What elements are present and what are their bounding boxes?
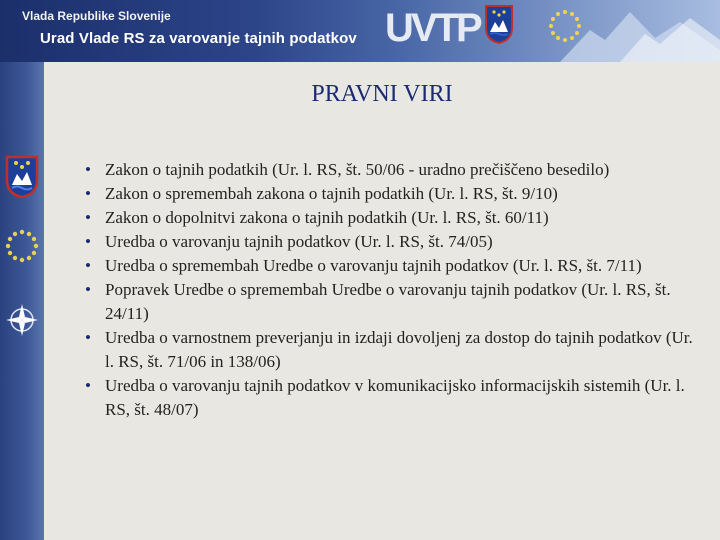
list-item xyxy=(80,374,700,422)
list-item xyxy=(80,254,700,278)
list-item xyxy=(80,206,700,230)
bullet-icon: • xyxy=(85,256,91,275)
nato-compass-icon xyxy=(4,302,40,338)
office-name: Urad Vlade RS za varovanje tajnih podatkov xyxy=(40,30,357,47)
list-item xyxy=(80,278,700,326)
header-banner xyxy=(0,0,720,62)
legal-sources-list xyxy=(80,158,700,422)
list-item xyxy=(80,326,700,374)
list-item-text: Uredba o varovanju tajnih podatkov v komunikacijsko informacijskih sistemih (Ur. l. RS, št. 48/07) xyxy=(105,376,685,419)
bullet-icon: • xyxy=(85,208,91,227)
list-item xyxy=(80,182,700,206)
left-sidebar xyxy=(0,62,44,540)
list-item-text: Zakon o tajnih podatkih (Ur. l. RS, št. 50/06 - uradno prečiščeno besedilo) xyxy=(105,160,610,179)
slovenia-coat-of-arms-icon xyxy=(484,4,514,44)
bullet-icon: • xyxy=(85,280,91,299)
bullet-icon: • xyxy=(85,160,91,179)
list-item-text: Zakon o spremembah zakona o tajnih podatkih (Ur. l. RS, št. 9/10) xyxy=(105,184,558,203)
list-item-text: Uredba o varovanju tajnih podatkov (Ur. l. RS, št. 74/05) xyxy=(105,232,493,251)
bullet-icon: • xyxy=(85,184,91,203)
uvtp-logo: UVTP xyxy=(385,6,480,50)
list-item xyxy=(80,158,700,182)
bullet-icon: • xyxy=(85,232,91,251)
list-item-text: Uredba o varnostnem preverjanju in izdaji dovoljenj za dostop do tajnih podatkov (Ur. l. RS, št. 71/06 in 138/06) xyxy=(105,328,693,371)
government-name: Vlada Republike Slovenije xyxy=(22,9,171,23)
slovenia-coat-of-arms-icon xyxy=(4,154,40,198)
mountain-graphic xyxy=(560,0,720,62)
list-item-text: Zakon o dopolnitvi zakona o tajnih podatkih (Ur. l. RS, št. 60/11) xyxy=(105,208,549,227)
eu-stars-icon xyxy=(4,228,40,264)
list-item-text: Uredba o spremembah Uredbe o varovanju tajnih podatkov (Ur. l. RS, št. 7/11) xyxy=(105,256,642,275)
bullet-icon: • xyxy=(85,376,91,395)
list-item xyxy=(80,230,700,254)
bullet-icon: • xyxy=(85,328,91,347)
list-item-text: Popravek Uredbe o spremembah Uredbe o varovanju tajnih podatkov (Ur. l. RS, št. 24/11) xyxy=(105,280,671,323)
page-title: PRAVNI VIRI xyxy=(311,81,453,107)
